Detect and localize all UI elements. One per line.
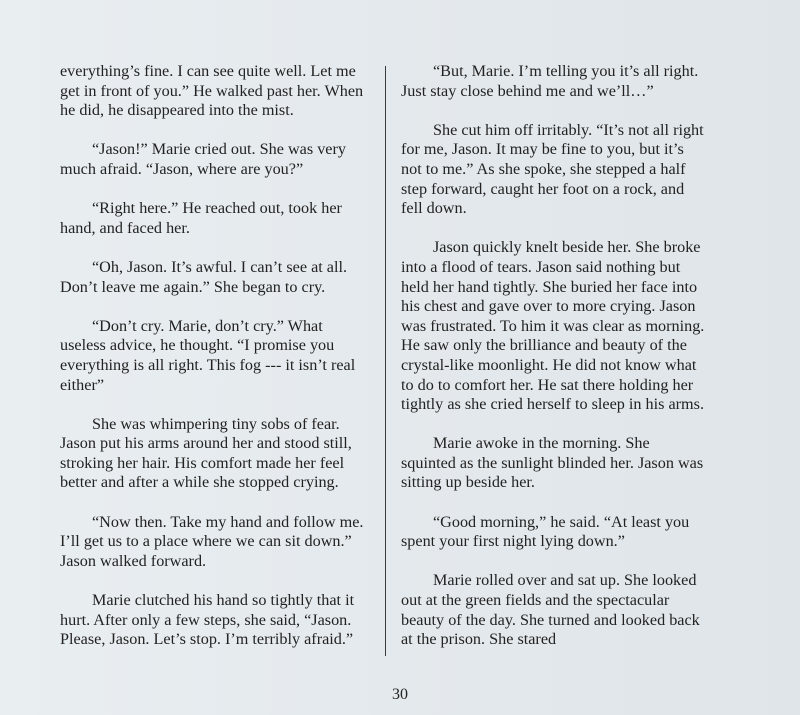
paragraph: She cut him off irritably. “It’s not all right for me, Jason. It may be fine to you, but it’s not to me.” As she spoke, she stepped a half step forward, caught her foot on a rock, and fell down. [401,120,704,218]
paragraph: “But, Marie. I’m telling you it’s all right. Just stay close behind me and we’ll…” [401,62,699,100]
column-divider [385,66,386,656]
paragraph: “Jason!” Marie cried out. She was very much afraid. “Jason, where are you?” [60,140,346,178]
paragraph: Marie clutched his hand so tightly that it hurt. After only a few steps, she said, “Jason. Please, Jason. Let’s stop. I’m terribly afraid.” [60,591,355,649]
paragraph: “Now then. Take my hand and follow me. I’ll get us to a place where we can sit down.” Jason walked forward. [60,512,364,570]
paragraph: everything’s fine. I can see quite well. Let me get in front of you.” He walked past her. When he did, he disappeared into the mist. [60,62,364,120]
page-number: 30 [392,686,408,703]
left-text-column [60,62,372,669]
paragraph: “Right here.” He reached out, took her hand, and faced her. [60,199,342,237]
paragraph: Marie rolled over and sat up. She looked out at the green fields and the spectacular beauty of the day. She turned and looked back at the prison. She stared [401,571,700,649]
paragraph: “Don’t cry. Marie, don’t cry.” What useless advice, he thought. “I promise you everything is all right. This fog --- it isn’t real either” [60,316,356,394]
paragraph: Jason quickly knelt beside her. She broke into a flood of tears. Jason said nothing but held her hand tightly. She buried her face into his chest and gave over to more crying. Jason was frustrated. To him it was clear as morning. He saw only the brilliance and beauty of the crystal-like moonlight. He did not know what to do to comfort her. He sat there holding her tightly as she cried herself to sleep in his arms. [401,238,705,414]
paragraph: She was whimpering tiny sobs of fear. Jason put his arms around her and stood still, stroking her hair. His comfort made her feel better and after a while she stopped crying. [60,414,352,492]
paragraph: Marie awoke in the morning. She squinted as the sunlight blinded her. Jason was sitting up beside her. [401,434,704,492]
paragraph: “Good morning,” he said. “At least you spent your first night lying down.” [401,512,690,551]
paragraph: “Oh, Jason. It’s awful. I can’t see at all. Don’t leave me again.” She began to cry. [60,257,348,296]
right-text-column [401,62,707,669]
